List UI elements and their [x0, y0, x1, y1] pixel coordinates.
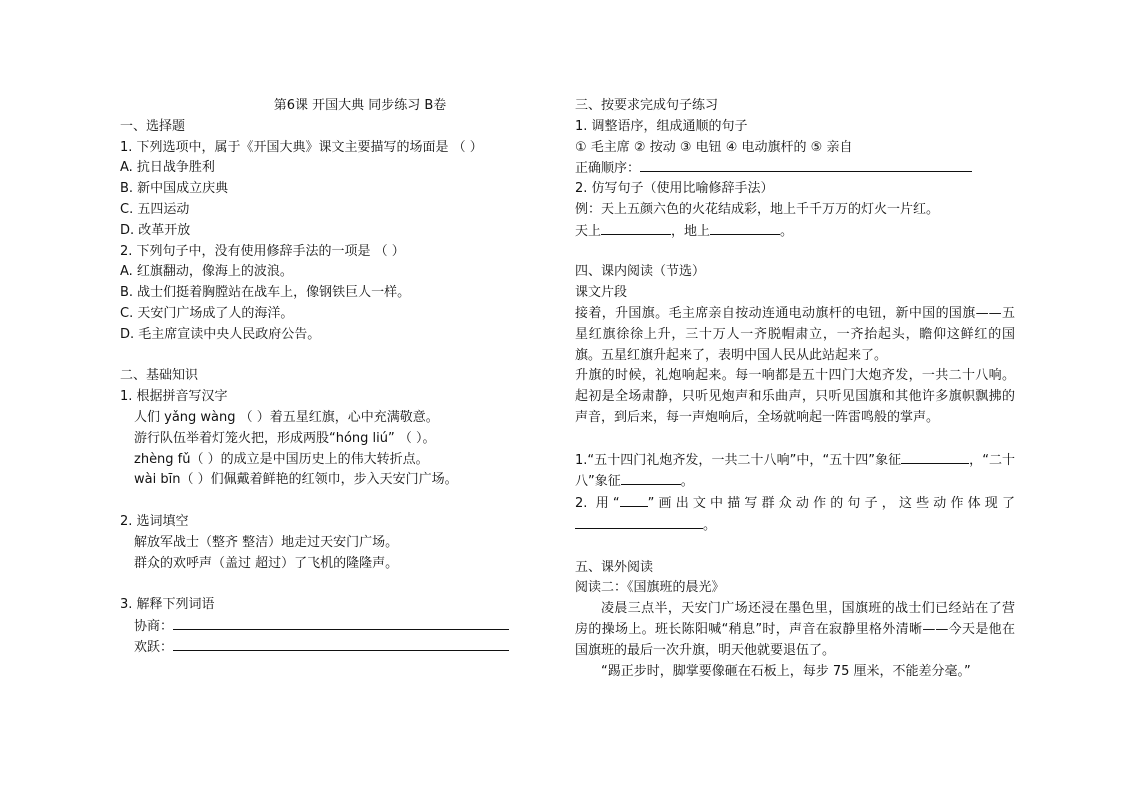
question-2-3: 3. 解释下列词语: [120, 597, 215, 613]
answer-blank[interactable]: [710, 221, 780, 235]
q1-2-option-d: D. 毛主席宣读中央人民政府公告。: [120, 326, 321, 342]
pinyin-line-3: zhèng fǔ（ ）的成立是中国历史上的伟大转折点。: [134, 451, 429, 467]
extra-passage-paragraph-1: 凌晨三点半，天安门广场还浸在墨色里，国旗班的战士们已经站在了营房的操场上。班长陈阳喊“稍息”时，声音在寂静里格外清晰——今天是他在国旗班的最后一次升旗，明天他就要退伍了。: [575, 601, 1015, 658]
imitation-middle: ，地上: [671, 223, 711, 239]
extra-passage-paragraph-2: “踢正步时，脚掌要像砸在石板上，每步 75 厘米，不能差分毫。”: [601, 663, 971, 679]
question-4-1: [575, 450, 1015, 494]
question-4-2: [575, 493, 1015, 537]
q4-1-text-a: 1.“五十四门礼炮齐发，一共二十八响”中，“五十四”象征: [575, 452, 902, 468]
q4-2-text-a: 2. 用“: [575, 496, 620, 512]
q1-1-option-b: B. 新中国成立庆典: [120, 181, 229, 197]
section-5-subtitle: 阅读二：《国旗班的晨光》: [575, 580, 725, 596]
passage-paragraph-2: 升旗的时候，礼炮响起来。每一响都是五十四门大炮齐发，一共二十八响。起初是全场肃静，只听见炮声和乐曲声，只听见国旗和其他许多旗帜飘拂的声音，到后来，每一声炮响后，全场就响起一阵雷鸣般的掌声。: [575, 368, 1015, 425]
q4-1-text-b: ，“二十八”象征: [575, 452, 1015, 490]
order-answer-label: 正确顺序：: [575, 161, 641, 177]
page-title: 第6课 开国大典 同步练习 B卷: [273, 98, 447, 113]
term-line-2: [120, 637, 540, 658]
answer-blank[interactable]: [901, 450, 969, 464]
imitation-answer-line: [575, 221, 1015, 242]
q1-1-option-a: A. 抗日战争胜利: [120, 160, 215, 176]
order-answer-line: [575, 158, 1015, 179]
imitation-example: 例：天上五颜六色的火花结成彩，地上千千万万的灯火一片红。: [575, 201, 940, 217]
section-2-heading: 二、基础知识: [120, 368, 199, 384]
fill-word-line-2: 群众的欢呼声（盖过 超过）了飞机的隆隆声。: [134, 555, 399, 571]
question-1-2: 2. 下列句子中，没有使用修辞手法的一项是 （ ）: [120, 243, 405, 259]
imitation-end: 。: [780, 223, 794, 239]
left-column: [120, 96, 540, 658]
question-2-2: 2. 选词填空: [120, 513, 189, 529]
q1-2-option-b: B. 战士们挺着胸膛站在战车上，像钢铁巨人一样。: [120, 285, 411, 301]
section-4-subtitle: 课文片段: [575, 285, 628, 301]
passage-paragraph-1: 接着，升国旗。毛主席亲自按动连通电动旗杆的电钮，新中国的国旗——五星红旗徐徐上升，三十万人一齐脱帽肃立，一齐抬起头，瞻仰这鲜红的国旗。五星红旗升起来了，表明中国人民从此站起来了。: [575, 305, 1015, 363]
section-4-heading: 四、课内阅读（节选）: [575, 264, 706, 280]
term-line-1: [120, 616, 540, 637]
imitation-prefix: 天上: [575, 223, 602, 239]
answer-blank[interactable]: [601, 221, 671, 235]
pinyin-line-2: 游行队伍举着灯笼火把，形成两股“hóng liú” （ ）。: [134, 430, 436, 446]
pinyin-line-4: wài bīn（ ）们佩戴着鲜艳的红领巾，步入天安门广场。: [134, 472, 458, 488]
q1-1-option-d: D. 改革开放: [120, 222, 191, 238]
fill-word-line-1: 解放军战士（整齐 整洁）地走过天安门广场。: [134, 534, 399, 550]
q4-1-text-c: 。: [680, 474, 694, 490]
q4-2-text-b: ”画出文中描写群众动作的句子，这些动作体现了: [647, 496, 1015, 512]
term-label-2: 欢跃：: [134, 639, 174, 655]
q4-2-text-c: 。: [703, 517, 717, 533]
underline-sample: [620, 493, 648, 507]
question-3-1: 1. 调整语序，组成通顺的句子: [575, 118, 748, 134]
q1-2-option-a: A. 红旗翻动，像海上的波浪。: [120, 264, 293, 280]
q1-2-option-c: C. 天安门广场成了人的海洋。: [120, 305, 294, 321]
question-2-1: 1. 根据拼音写汉字: [120, 389, 228, 405]
right-column: [575, 96, 1015, 682]
answer-blank[interactable]: [575, 515, 703, 529]
word-order-items: ① 毛主席 ② 按动 ③ 电钮 ④ 电动旗杆的 ⑤ 亲自: [575, 139, 853, 155]
question-3-2: 2. 仿写句子（使用比喻修辞手法）: [575, 181, 774, 197]
q1-1-option-c: C. 五四运动: [120, 201, 190, 217]
answer-blank[interactable]: [173, 637, 509, 651]
section-1-heading: 一、选择题: [120, 118, 186, 134]
section-3-heading: 三、按要求完成句子练习: [575, 98, 719, 113]
answer-blank[interactable]: [640, 158, 972, 172]
question-1-1: 1. 下列选项中，属于《开国大典》课文主要描写的场面是 （ ）: [120, 139, 483, 155]
term-label-1: 协商：: [134, 618, 174, 634]
section-5-heading: 五、课外阅读: [575, 559, 654, 575]
answer-blank[interactable]: [621, 471, 681, 485]
answer-blank[interactable]: [173, 616, 509, 630]
pinyin-line-1: 人们 yǎng wàng （ ）着五星红旗，心中充满敬意。: [134, 409, 439, 425]
